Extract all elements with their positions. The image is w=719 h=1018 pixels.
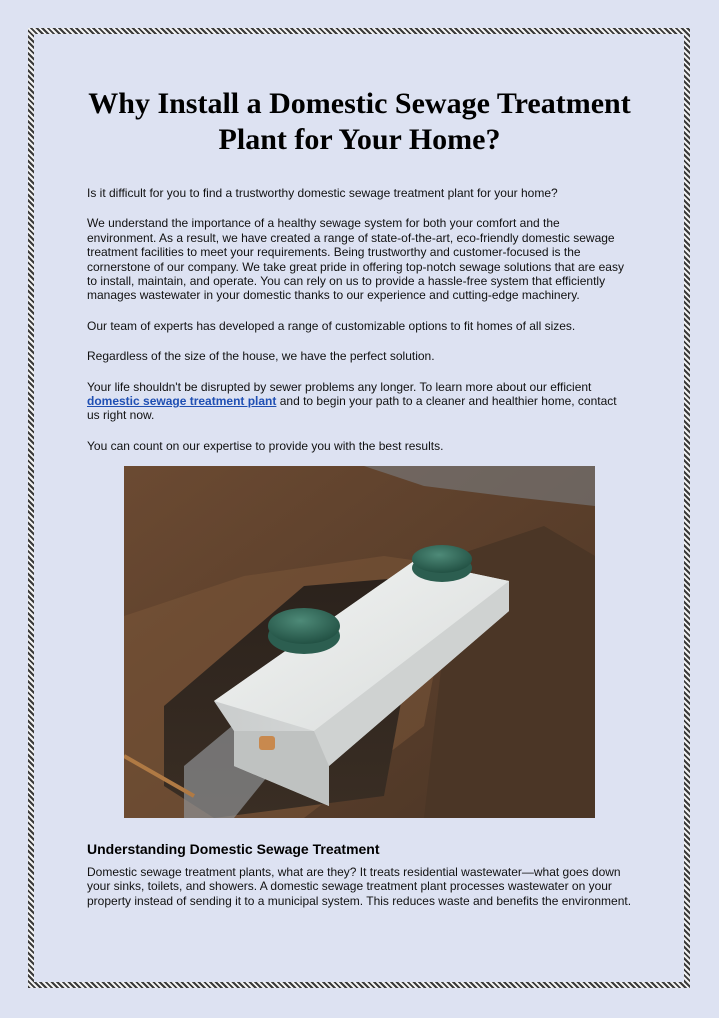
sewage-tank-photo	[124, 466, 595, 818]
contact-text-after: and to begin your path to a cleaner and healthier home, contact us right now.	[87, 394, 617, 423]
expertise-paragraph: You can count on our expertise to provide you with the best results.	[87, 438, 444, 453]
document-body	[87, 86, 632, 469]
intro-question: Is it difficult for you to find a trustworthy domestic sewage treatment plant for your home?	[87, 186, 558, 200]
domestic-sewage-treatment-plant-link[interactable]: domestic sewage treatment plant	[87, 394, 277, 409]
lid-front	[268, 608, 340, 644]
section-paragraph: Domestic sewage treatment plants, what are they? It treats residential wastewater—what goes down your sinks, toilets, and showers. A domestic sewage treatment plant processes wastewater on your property instead of sending it to a municipal system. This reduces waste and benefits the environment.	[87, 865, 632, 908]
solution-paragraph: Regardless of the size of the house, we have the perfect solution.	[87, 349, 435, 364]
company-paragraph: We understand the importance of a healthy sewage system for both your comfort and the environment. As a result, we have created a range of state-of-the-art, eco-friendly domestic sewage treatment facilities to meet your requirements. Being trustworthy and customer-focused is the cornerstone of our company. We take great pride in offering top-notch sewage solutions that are easy to install, maintain, and operate. You can rely on us to provide a hassle-free system that efficiently manages wastewater in your domestic thanks to our experience and cutting-edge machinery.	[87, 216, 624, 303]
section-heading: Understanding Domestic Sewage Treatment	[87, 841, 380, 857]
page-title: Why Install a Domestic Sewage Treatment Plant for Your Home?	[88, 87, 631, 156]
contact-text-before: Your life shouldn't be disrupted by sewer problems any longer. To learn more about our efficient	[87, 379, 592, 394]
lid-back	[412, 545, 472, 573]
contact-paragraph	[87, 380, 632, 423]
inlet-pipe	[259, 736, 275, 750]
team-paragraph: Our team of experts has developed a range of customizable options to fit homes of all sizes.	[87, 318, 576, 333]
